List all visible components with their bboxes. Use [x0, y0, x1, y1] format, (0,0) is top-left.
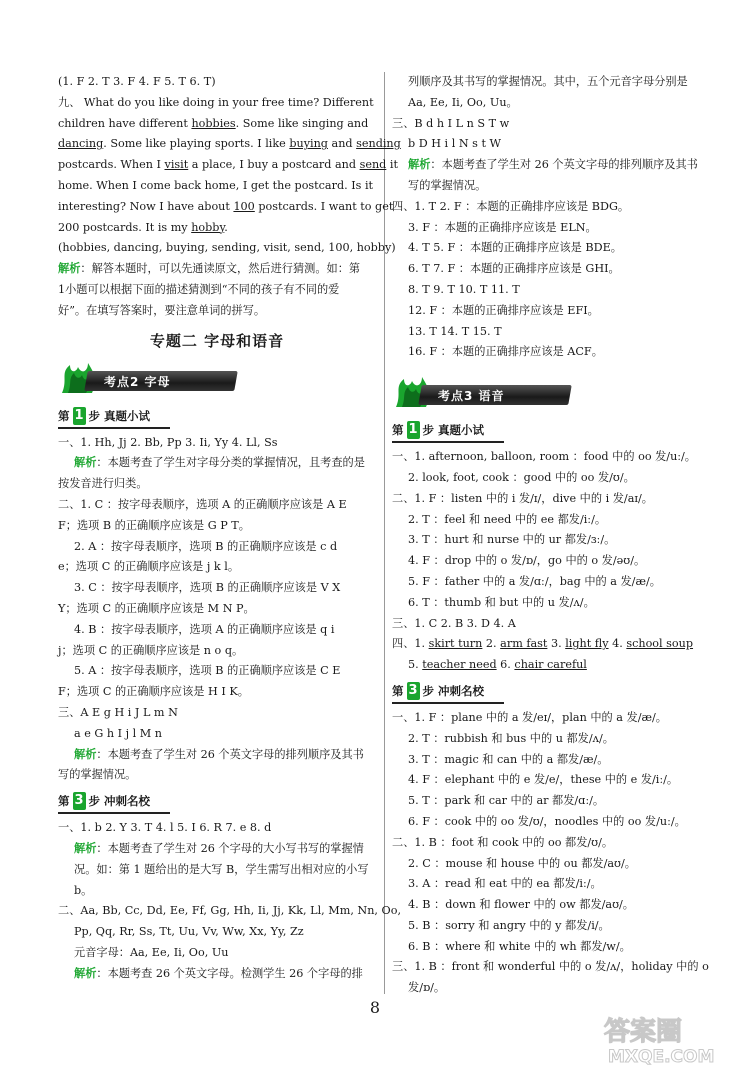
answer-line: 三、1. C 2. B 3. D 4. A	[392, 616, 516, 630]
answer-line: 3. A ：read 和 eat 中的 ea 都发/iː/。	[408, 877, 602, 891]
step-number: 1	[408, 422, 418, 438]
step-heading: 第 3 步 冲刺名校	[58, 790, 170, 814]
section-title: 专题二 字母和语音	[149, 331, 285, 350]
answer-line: 2. T ：feel 和 need 中的 ee 都发/iː/。	[408, 512, 607, 526]
analysis-line: 1小题可以根据下面的描述猜测到“不同的孩子有不同的爱	[58, 282, 340, 296]
answer-line: 二、1. C ：按字母表顺序，选项 A 的正确顺序应该是 A E	[58, 497, 347, 511]
passage-line: postcards. When I visit a place, I buy a postcard and send it	[58, 158, 398, 172]
analysis-line: 解析：本题考查了学生对 26 个英文字母的排列顺序及其书	[408, 158, 698, 172]
answer-line: 5. teacher need 6. chair careful	[408, 658, 587, 672]
answer-line: 8. T 9. T 10. T 11. T	[408, 282, 520, 296]
answer-line: 3. T ：hurt 和 nurse 中的 ur 都发/ɜː/。	[408, 533, 616, 547]
step-number: 3	[408, 682, 418, 698]
banner-label: 考点3 语音	[438, 389, 505, 404]
topic-banner	[392, 373, 710, 413]
answer-line: 13. T 14. T 15. T	[408, 324, 502, 338]
answer-line: 5. B ：sorry 和 angry 中的 y 都发/i/。	[408, 918, 610, 932]
step-number: 1	[74, 407, 84, 423]
analysis-line: 解析：本题考查 26 个英文字母。检测学生 26 个字母的排	[74, 966, 363, 980]
answer-line: 四、1. T 2. F ：本题的正确排序应该是 BDG。	[392, 199, 630, 213]
passage-line: 九、 What do you like doing in your free time? Different	[58, 95, 374, 109]
answer-line: 2. T ：rubbish 和 bus 中的 u 都发/ʌ/。	[408, 731, 614, 745]
passage-line: home. When I come back home, I get the postcard. Is it	[58, 178, 374, 192]
answer-line: (1. F 2. T 3. F 4. F 5. T 6. T)	[58, 75, 216, 88]
answer-line: j；选项 C 的正确顺序应该是 n o q。	[58, 643, 244, 657]
answer-line: 2. C ：mouse 和 house 中的 ou 都发/aʊ/。	[408, 856, 636, 870]
right-column	[392, 72, 710, 999]
answer-line: (hobbies, dancing, buying, sending, visit, send, 100, hobby)	[58, 241, 396, 255]
answer-line: 6. B ：where 和 white 中的 wh 都发/w/。	[408, 939, 631, 953]
answer-line: 3. F ：本题的正确排序应该是 ELN。	[408, 220, 597, 234]
left-column	[58, 72, 402, 984]
answer-line: 5. A ：按字母表顺序，选项 B 的正确顺序应该是 C E	[74, 664, 341, 678]
answer-line: 二、Aa, Bb, Cc, Dd, Ee, Ff, Gg, Hh, Ii, Jj, Kk, Ll, Mm, Nn, Oo,	[58, 904, 402, 918]
analysis-label: 解析	[58, 262, 81, 276]
svg-text:答案圈: 答案圈	[604, 1017, 683, 1047]
answer-line: 5. F ：father 中的 a 发/ɑː/，bag 中的 a 发/æ/。	[408, 574, 661, 588]
answer-line: 5. T ：park 和 car 中的 ar 都发/ɑː/。	[408, 794, 605, 808]
answer-line: F；选项 B 的正确顺序应该是 G P T。	[58, 518, 250, 532]
answer-line: 一、1. Hh, Jj 2. Bb, Pp 3. Ii, Yy 4. Ll, Ss	[58, 435, 278, 449]
answer-line: 2. look, foot, cook ：good 中的 oo 发/ʊ/。	[408, 470, 635, 484]
answer-line: 4. B ：down 和 flower 中的 ow 都发/aʊ/。	[408, 898, 634, 912]
answer-line: 12. F ：本题的正确排序应该是 EFI。	[408, 303, 599, 317]
answer-line: Y；选项 C 的正确顺序应该是 M N P。	[58, 601, 255, 615]
step-heading: 第 1 步 真题小试	[392, 419, 504, 443]
answer-line: 一、1. b 2. Y 3. T 4. l 5. I 6. R 7. e 8. d	[58, 821, 272, 835]
answer-line: 6. T ：thumb 和 but 中的 u 发/ʌ/。	[408, 595, 595, 609]
passage-line: 200 postcards. It is my hobby.	[58, 220, 228, 234]
analysis-line: 按发音进行归类。	[58, 477, 148, 491]
answer-line: 一、1. afternoon, balloon, room ：food 中的 oo 发/uː/。	[392, 450, 696, 464]
answer-line: 6. F ：cook 中的 oo 发/ʊ/，noodles 中的 oo 发/uː/。	[408, 814, 686, 828]
answer-line: Pp, Qq, Rr, Ss, Tt, Uu, Vv, Ww, Xx, Yy, Zz	[74, 925, 304, 939]
answer-line: b D H i l N s t W	[408, 137, 502, 151]
passage-line: interesting? Now I have about 100 postcards. I want to get	[58, 199, 394, 213]
answer-line: 16. F ：本题的正确排序应该是 ACF。	[408, 345, 603, 359]
analysis-line: 写的掌握情况。	[408, 178, 487, 192]
answer-line: e；选项 C 的正确顺序应该是 j k l。	[58, 560, 240, 574]
answer-line: 4. F ：elephant 中的 e 发/e/，these 中的 e 发/iː/。	[408, 773, 679, 787]
analysis-line: 解析：本题考查了学生对字母分类的掌握情况，且考查的是	[74, 456, 365, 470]
answer-line: 三、B d h I L n S T w	[392, 116, 510, 130]
answer-line: 元音字母：Aa, Ee, Ii, Oo, Uu	[74, 945, 229, 959]
answer-line: 四、1. skirt turn 2. arm fast 3. light fly 4. school soup	[392, 637, 694, 651]
answer-line: 4. B ：按字母表顺序，选项 A 的正确顺序应该是 q i	[74, 622, 335, 636]
answer-line: 三、1. B ：front 和 wonderful 中的 o 发/ʌ/，holiday 中的 o	[392, 960, 709, 974]
answer-line: 6. T 7. F ：本题的正确排序应该是 GHI。	[408, 262, 620, 276]
analysis-line: Aa, Ee, Ii, Oo, Uu。	[408, 95, 518, 109]
answer-line: 4. T 5. F ：本题的正确排序应该是 BDE。	[408, 241, 622, 255]
answer-line: 二、1. B ：foot 和 cook 中的 oo 都发/ʊ/。	[392, 835, 614, 849]
answer-line: 二、1. F ：listen 中的 i 发/ɪ/，dive 中的 i 发/aɪ/。	[392, 491, 653, 505]
step-heading: 第 1 步 真题小试	[58, 405, 170, 429]
watermark-logo	[600, 1010, 740, 1068]
answer-line: 三、A E g H i J L m N	[58, 705, 178, 719]
analysis-line: 解析：本题考查了学生对 26 个字母的大小写书写的掌握情	[74, 841, 364, 855]
analysis-line: 写的掌握情况。	[58, 768, 137, 782]
analysis-line: 列顺序及其书写的掌握情况。其中，五个元音字母分别是	[408, 75, 688, 88]
answer-line: 3. C ：按字母表顺序，选项 B 的正确顺序应该是 V X	[74, 581, 341, 595]
answer-line: 发/ɒ/。	[408, 981, 446, 995]
analysis-line: 好”。在填写答案时，要注意单词的拼写。	[58, 303, 266, 317]
banner-label: 考点2 字母	[104, 374, 171, 389]
answer-line: 2. A ：按字母表顺序，选项 B 的正确顺序应该是 c d	[74, 539, 338, 553]
analysis-line: 解析：解答本题时，可以先通读原文，然后进行猜测。如：第	[58, 262, 361, 276]
passage-line: children have different hobbies. Some like singing and	[58, 116, 369, 130]
step-number: 3	[74, 793, 84, 809]
svg-text:MXQE.COM: MXQE.COM	[608, 1047, 715, 1067]
topic-banner	[58, 359, 376, 399]
answer-line: a e G h I j l M n	[74, 726, 163, 740]
step-heading: 第 3 步 冲刺名校	[392, 680, 504, 704]
passage-line: dancing. Some like playing sports. I like buying and sending	[58, 137, 401, 151]
analysis-line: 解析：本题考查了学生对 26 个英文字母的排列顺序及其书	[74, 747, 364, 761]
answer-line: 4. F ：drop 中的 o 发/ɒ/，go 中的 o 发/əʊ/。	[408, 554, 646, 568]
page-number: 8	[369, 998, 381, 1017]
analysis-line: 况。如：第 1 题给出的是大写 B，学生需写出相对应的小写	[74, 862, 369, 876]
analysis-line: b。	[74, 883, 93, 897]
answer-line: F；选项 C 的正确顺序应该是 H I K。	[58, 685, 249, 699]
answer-line: 3. T ：magic 和 can 中的 a 都发/æ/。	[408, 752, 609, 766]
answer-line: 一、1. F ：plane 中的 a 发/eɪ/，plan 中的 a 发/æ/。	[392, 710, 667, 724]
